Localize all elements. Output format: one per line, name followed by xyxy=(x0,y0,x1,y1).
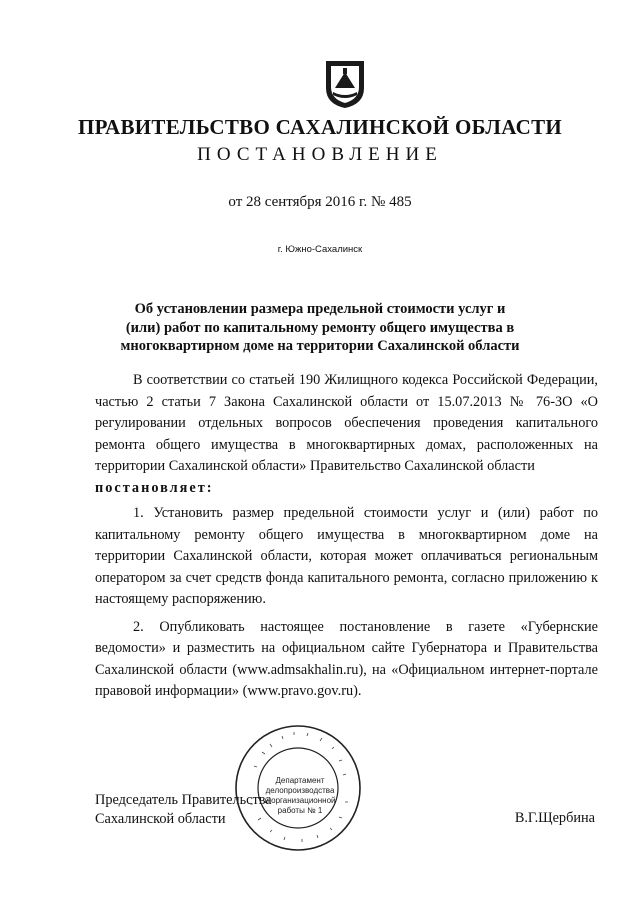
item-1-paragraph: 1. Установить размер предельной стоимости услуг и (или) работ по капитальному ремонту общего имущества в многоквартирном доме на территории Сахалинской области, которая может оплачиваться региональным оператором за счет средств фонда капитального ремонта, согласно приложению к настоящему распоряжению. xyxy=(95,505,598,607)
stamp-line: и организационной xyxy=(264,796,336,805)
stamp-line: Департамент xyxy=(275,776,325,785)
signatory-name: В.Г.Щербина xyxy=(514,810,595,826)
position-line: Председатель Правительства xyxy=(95,792,272,808)
decree-word: постановляет: xyxy=(95,479,214,496)
item-2-paragraph: 2. Опубликовать настоящее постановление в газете «Губернские ведомости» и разместить на официальном сайте Губернатора и Правительства Сахалинской области (www.admsakhalin.ru), на «Официальном интернет-портале правовой информации» (www.pravo.gov.ru). xyxy=(95,618,598,699)
title-line: многоквартирном доме на территории Сахалинской области xyxy=(120,338,520,354)
document-date-number: от 28 сентября 2016 г. № 485 xyxy=(228,194,412,210)
coat-of-arms-emblem xyxy=(323,58,367,110)
document-type: ПОСТАНОВЛЕНИЕ xyxy=(197,144,443,165)
intro-paragraph: В соответствии со статьей 190 Жилищного кодекса Российской Федерации, частью 2 статьи 7 Закона Сахалинской области от 15.07.2013 № 76-ЗО «О регулировании отдельных вопросов обеспечения проведения капитального ремонта общего имущества в многоквартирных домах, расположенных на территории Сахалинской области» Правительство Сахалинской области xyxy=(95,372,598,474)
title-line: (или) работ по капитальному ремонту общего имущества в xyxy=(125,319,515,336)
stamp-text xyxy=(256,776,344,816)
stamp-line: делопроизводства xyxy=(265,786,335,795)
document-title xyxy=(100,300,540,356)
document-body xyxy=(95,370,598,703)
title-line: Об установлении размера предельной стоимости услуг и xyxy=(134,301,506,317)
stamp-line: работы № 1 xyxy=(277,806,323,815)
position-line: Сахалинской области xyxy=(95,811,226,827)
organization-title: ПРАВИТЕЛЬСТВО САХАЛИНСКОЙ ОБЛАСТИ xyxy=(77,115,563,139)
document-city: г. Южно-Сахалинск xyxy=(277,244,363,255)
